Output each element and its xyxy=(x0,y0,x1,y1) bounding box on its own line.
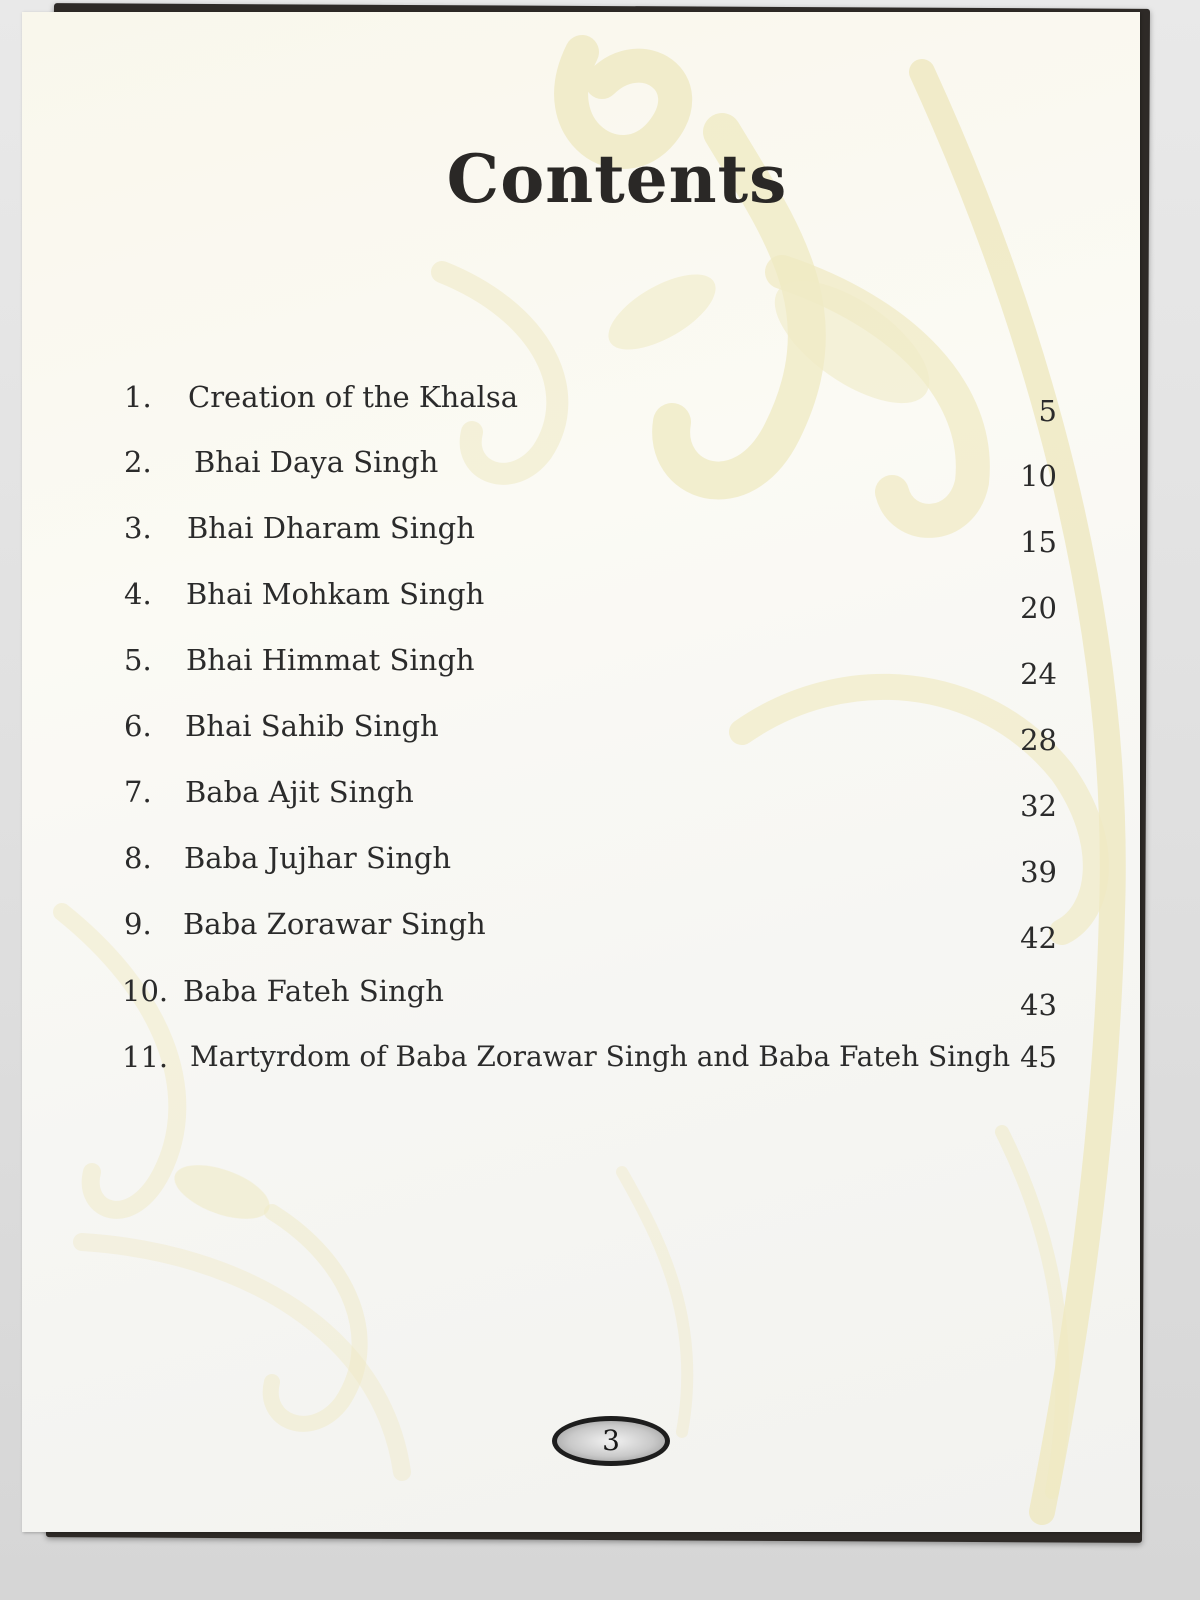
toc-entry-number: 4. xyxy=(124,577,152,611)
toc-entry xyxy=(0,577,1200,627)
toc-entry-page: 5 xyxy=(1038,394,1057,428)
toc-entry-label: Baba Zorawar Singh xyxy=(183,907,486,941)
toc-entry-label: Martyrdom of Baba Zorawar Singh and Baba Fateh Singh xyxy=(190,1040,1011,1073)
floral-ornament-icon xyxy=(22,12,1140,1532)
toc-entry xyxy=(0,709,1200,759)
toc-entry xyxy=(0,511,1200,561)
toc-entry-page: 43 xyxy=(1020,988,1057,1022)
page-number-badge: 3 xyxy=(552,1416,670,1466)
toc-entry-label: Bhai Dharam Singh xyxy=(187,511,475,545)
toc-entry-page: 32 xyxy=(1020,789,1057,823)
book-page xyxy=(22,12,1140,1532)
toc-entry-page: 24 xyxy=(1020,657,1057,691)
toc-entry-label: Bhai Daya Singh xyxy=(194,445,439,479)
toc-entry-page: 20 xyxy=(1020,591,1057,625)
toc-entry-page: 10 xyxy=(1020,459,1057,493)
toc-entry-number: 1. xyxy=(124,380,152,414)
toc-entry-label: Bhai Sahib Singh xyxy=(185,709,439,743)
toc-entry xyxy=(0,907,1200,957)
toc-entry-page: 39 xyxy=(1020,855,1057,889)
toc-entry-number: 3. xyxy=(124,511,152,545)
toc-entry-page: 45 xyxy=(1020,1040,1057,1074)
toc-entry-page: 28 xyxy=(1020,723,1057,757)
toc-entry-label: Baba Fateh Singh xyxy=(183,974,444,1008)
toc-entry-number: 7. xyxy=(124,775,152,809)
toc-entry xyxy=(0,445,1200,495)
toc-entry-page: 15 xyxy=(1020,525,1057,559)
toc-entry xyxy=(0,1040,1200,1090)
toc-entry-number: 11. xyxy=(122,1040,169,1074)
toc-entry-number: 8. xyxy=(124,841,152,875)
toc-entry-label: Bhai Mohkam Singh xyxy=(186,577,485,611)
toc-entry-number: 9. xyxy=(124,907,152,941)
toc-entry xyxy=(0,643,1200,693)
toc-entry-number: 2. xyxy=(124,445,152,479)
toc-entry-number: 10. xyxy=(122,974,169,1008)
toc-entry xyxy=(0,775,1200,825)
toc-entry-number: 6. xyxy=(124,709,152,743)
toc-entry-label: Bhai Himmat Singh xyxy=(186,643,475,677)
toc-entry xyxy=(0,841,1200,891)
page-title: Contents xyxy=(446,140,788,218)
toc-entry xyxy=(0,974,1200,1024)
toc-entry-label: Baba Ajit Singh xyxy=(185,775,414,809)
toc-entry-number: 5. xyxy=(124,643,152,677)
toc-entry xyxy=(0,380,1200,430)
toc-entry-label: Baba Jujhar Singh xyxy=(184,841,452,875)
toc-entry-label: Creation of the Khalsa xyxy=(188,380,518,414)
toc-entry-page: 42 xyxy=(1020,921,1057,955)
